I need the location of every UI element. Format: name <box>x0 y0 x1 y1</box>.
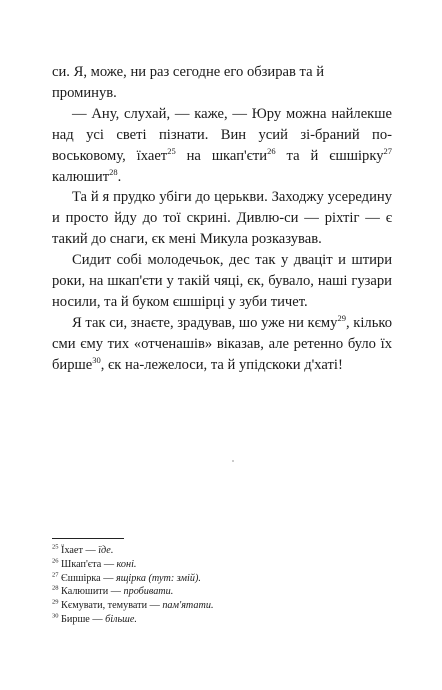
paragraph-3: Та й я прудко убіги до церькви. Заходжу усередину и просто йду до тої скрині. Дивлю-си — ріхтіг — є такий до снаги, єк мені Микула розказував. <box>52 189 392 248</box>
footnote-ref-26[interactable]: 26 <box>267 145 276 156</box>
paper-speck <box>232 460 234 462</box>
footnote-26: $^{26}$ Шкап'єта — коні. <box>52 557 137 570</box>
footnote-25: $^{25}$ Їхает — їде. <box>52 543 114 556</box>
paragraph-2: — Ану, слухай, — каже, — Юру можна найлекше над усі светі пізнати. Вин усий зі-браний по-воськовому, їхает$^{25}$ на шкап'єти$^{26}$ та й єшшірку$^{27}$ калюшит$^{28}$. <box>52 105 392 185</box>
footnote-30: $^{30}$ Бирше — більше. <box>52 612 137 625</box>
footnote-27: $^{27}$ Єшшірка — ящірка (тут: змій). <box>52 571 201 584</box>
footnote-29: $^{29}$ Кємувати, темувати — пам'ятати. <box>52 598 214 612</box>
footnote-ref-27[interactable]: 27 <box>383 145 392 156</box>
paragraph-4: Сидит собі молодечьок, дес так у дваціт и штири роки, на шкап'єти у такій чяці, єк, бувало, наші гузари носили, та й буком єшшірці у зуби тичет. <box>52 252 392 310</box>
footnotes <box>52 544 352 627</box>
main-text <box>52 62 392 376</box>
paragraph-5: Я так си, знаєте, зрадував, шо уже ни кєму$^{29}$, кілько сми єму тих «отченашів» віказав, але ретенно було їх бирше$^{30}$, єк на-лежелоси, та й упідскоки д'хаті! <box>52 313 392 373</box>
footnote-ref-29[interactable]: 29 <box>337 313 346 324</box>
footnote-ref-25[interactable]: 25 <box>167 145 176 156</box>
footnote-28: $^{28}$ Калюшити — пробивати. <box>52 585 174 598</box>
footnote-divider <box>52 538 124 539</box>
footnote-ref-28[interactable]: 28 <box>109 166 118 177</box>
paragraph-1: си. Я, може, ни раз сегодне его обзирав та й проминув. <box>52 64 325 101</box>
footnote-ref-30[interactable]: 30 <box>92 354 101 365</box>
